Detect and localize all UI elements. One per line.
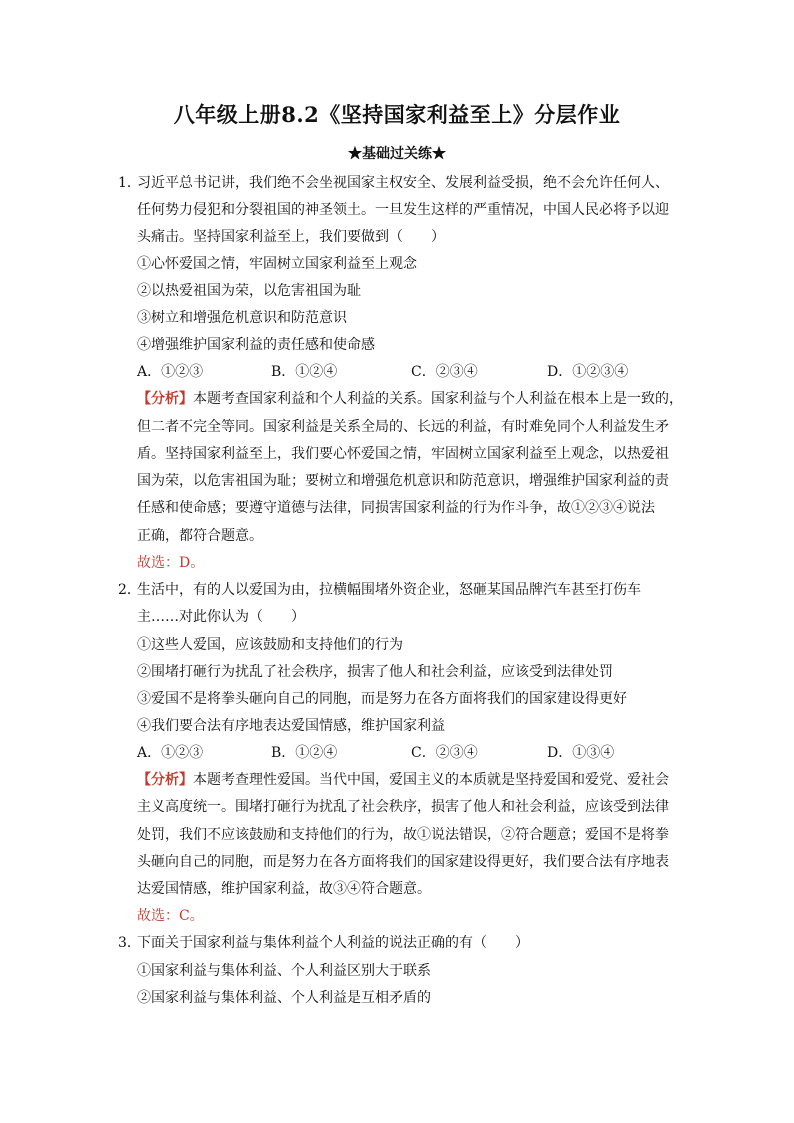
analysis-line	[137, 771, 669, 789]
choice-b: B．①②④	[271, 364, 338, 380]
analysis-line: 正确，都符合题意。	[137, 528, 263, 544]
question-number: 2．	[118, 582, 141, 598]
option-item: ③爱国不是将拳头砸向自己的同胞，而是努力在各方面将我们的国家建设得更好	[137, 691, 627, 707]
analysis-line: 头砸向自己的同胞，而是努力在各方面将我们的国家建设得更好，我们要合法有序地表	[137, 854, 669, 870]
option-item: ③树立和增强危机意识和防范意识	[137, 310, 347, 326]
question-stem-line: 主……对此你认为（ ）	[137, 609, 305, 625]
option-item: ①国家利益与集体利益、个人利益区别大于联系	[137, 963, 431, 979]
choice-d: D．①②③④	[547, 364, 629, 380]
option-item: ④增强维护国家利益的责任感和使命感	[137, 337, 375, 353]
question-stem-line: 下面关于国家利益与集体利益个人利益的说法正确的有（ ）	[137, 935, 529, 951]
analysis-line: 任感和使命感；要遵守道德与法律，同损害国家利益的行为作斗争，故①②③④说法	[137, 500, 655, 516]
section-heading: ★基础过关练★	[348, 146, 446, 162]
choice-c: C．②③④	[411, 364, 478, 380]
option-item: ②国家利益与集体利益、个人利益是互相矛盾的	[137, 990, 431, 1006]
answer-line: 故选：C。	[137, 908, 204, 924]
analysis-line: 但二者不完全等同。国家利益是关系全局的、长远的利益，有时难免同个人利益发生矛	[137, 419, 669, 435]
question-stem-line: 习近平总书记讲，我们绝不会坐视国家主权安全、发展利益受损，绝不会允许任何人、	[137, 175, 669, 191]
choice-a: A．①②③	[137, 364, 204, 380]
page-title: 八年级上册8.2《坚持国家利益至上》分层作业	[173, 102, 621, 127]
choice-d: D．①③④	[547, 745, 615, 761]
choice-c: C．②③④	[411, 745, 478, 761]
analysis-line: 达爱国情感，维护国家利益，故③④符合题意。	[137, 881, 431, 897]
analysis-line: 处罚，我们不应该鼓励和支持他们的行为，故①说法错误，②符合题意；爱国不是将拳	[137, 827, 669, 843]
analysis-tag: 【分析】	[137, 391, 193, 407]
choice-a: A．①②③	[137, 745, 204, 761]
option-item: ①心怀爱国之情，牢固树立国家利益至上观念	[137, 256, 417, 272]
option-item: ②以热爱祖国为荣，以危害祖国为耻	[137, 283, 361, 299]
analysis-line: 盾。坚持国家利益至上，我们要心怀爱国之情，牢固树立国家利益至上观念，以热爱祖	[137, 446, 669, 462]
choice-b: B．①②④	[271, 745, 338, 761]
analysis-tag: 【分析】	[137, 772, 193, 788]
question-stem-line: 任何势力侵犯和分裂祖国的神圣领土。一旦发生这样的严重情况，中国人民必将予以迎	[137, 202, 669, 218]
analysis-line: 主义高度统一。围堵打砸行为扰乱了社会秩序，损害了他人和社会利益，应该受到法律	[137, 799, 669, 815]
option-item: ②围堵打砸行为扰乱了社会秩序，损害了他人和社会利益，应该受到法律处罚	[137, 664, 613, 680]
question-stem-line: 生活中，有的人以爱国为由，拉横幅围堵外资企业，怒砸某国品牌汽车甚至打伤车	[137, 582, 641, 598]
analysis-text: 本题考查国家利益和个人利益的关系。国家利益与个人利益在根本上是一致的，	[193, 391, 683, 407]
option-item: ④我们要合法有序地表达爱国情感，维护国家利益	[137, 718, 445, 734]
question-number: 1．	[118, 175, 141, 191]
analysis-line: 国为荣，以危害祖国为耻；要树立和增强危机意识和防范意识，增强维护国家利益的责	[137, 473, 669, 489]
analysis-text: 本题考查理性爱国。当代中国，爱国主义的本质就是坚持爱国和爱党、爱社会	[193, 772, 669, 788]
answer-line: 故选：D。	[137, 555, 205, 571]
analysis-line	[137, 390, 683, 408]
question-number: 3．	[118, 935, 141, 951]
option-item: ①这些人爱国，应该鼓励和支持他们的行为	[137, 637, 403, 653]
question-stem-line: 头痛击。坚持国家利益至上，我们要做到（ ）	[137, 229, 445, 245]
